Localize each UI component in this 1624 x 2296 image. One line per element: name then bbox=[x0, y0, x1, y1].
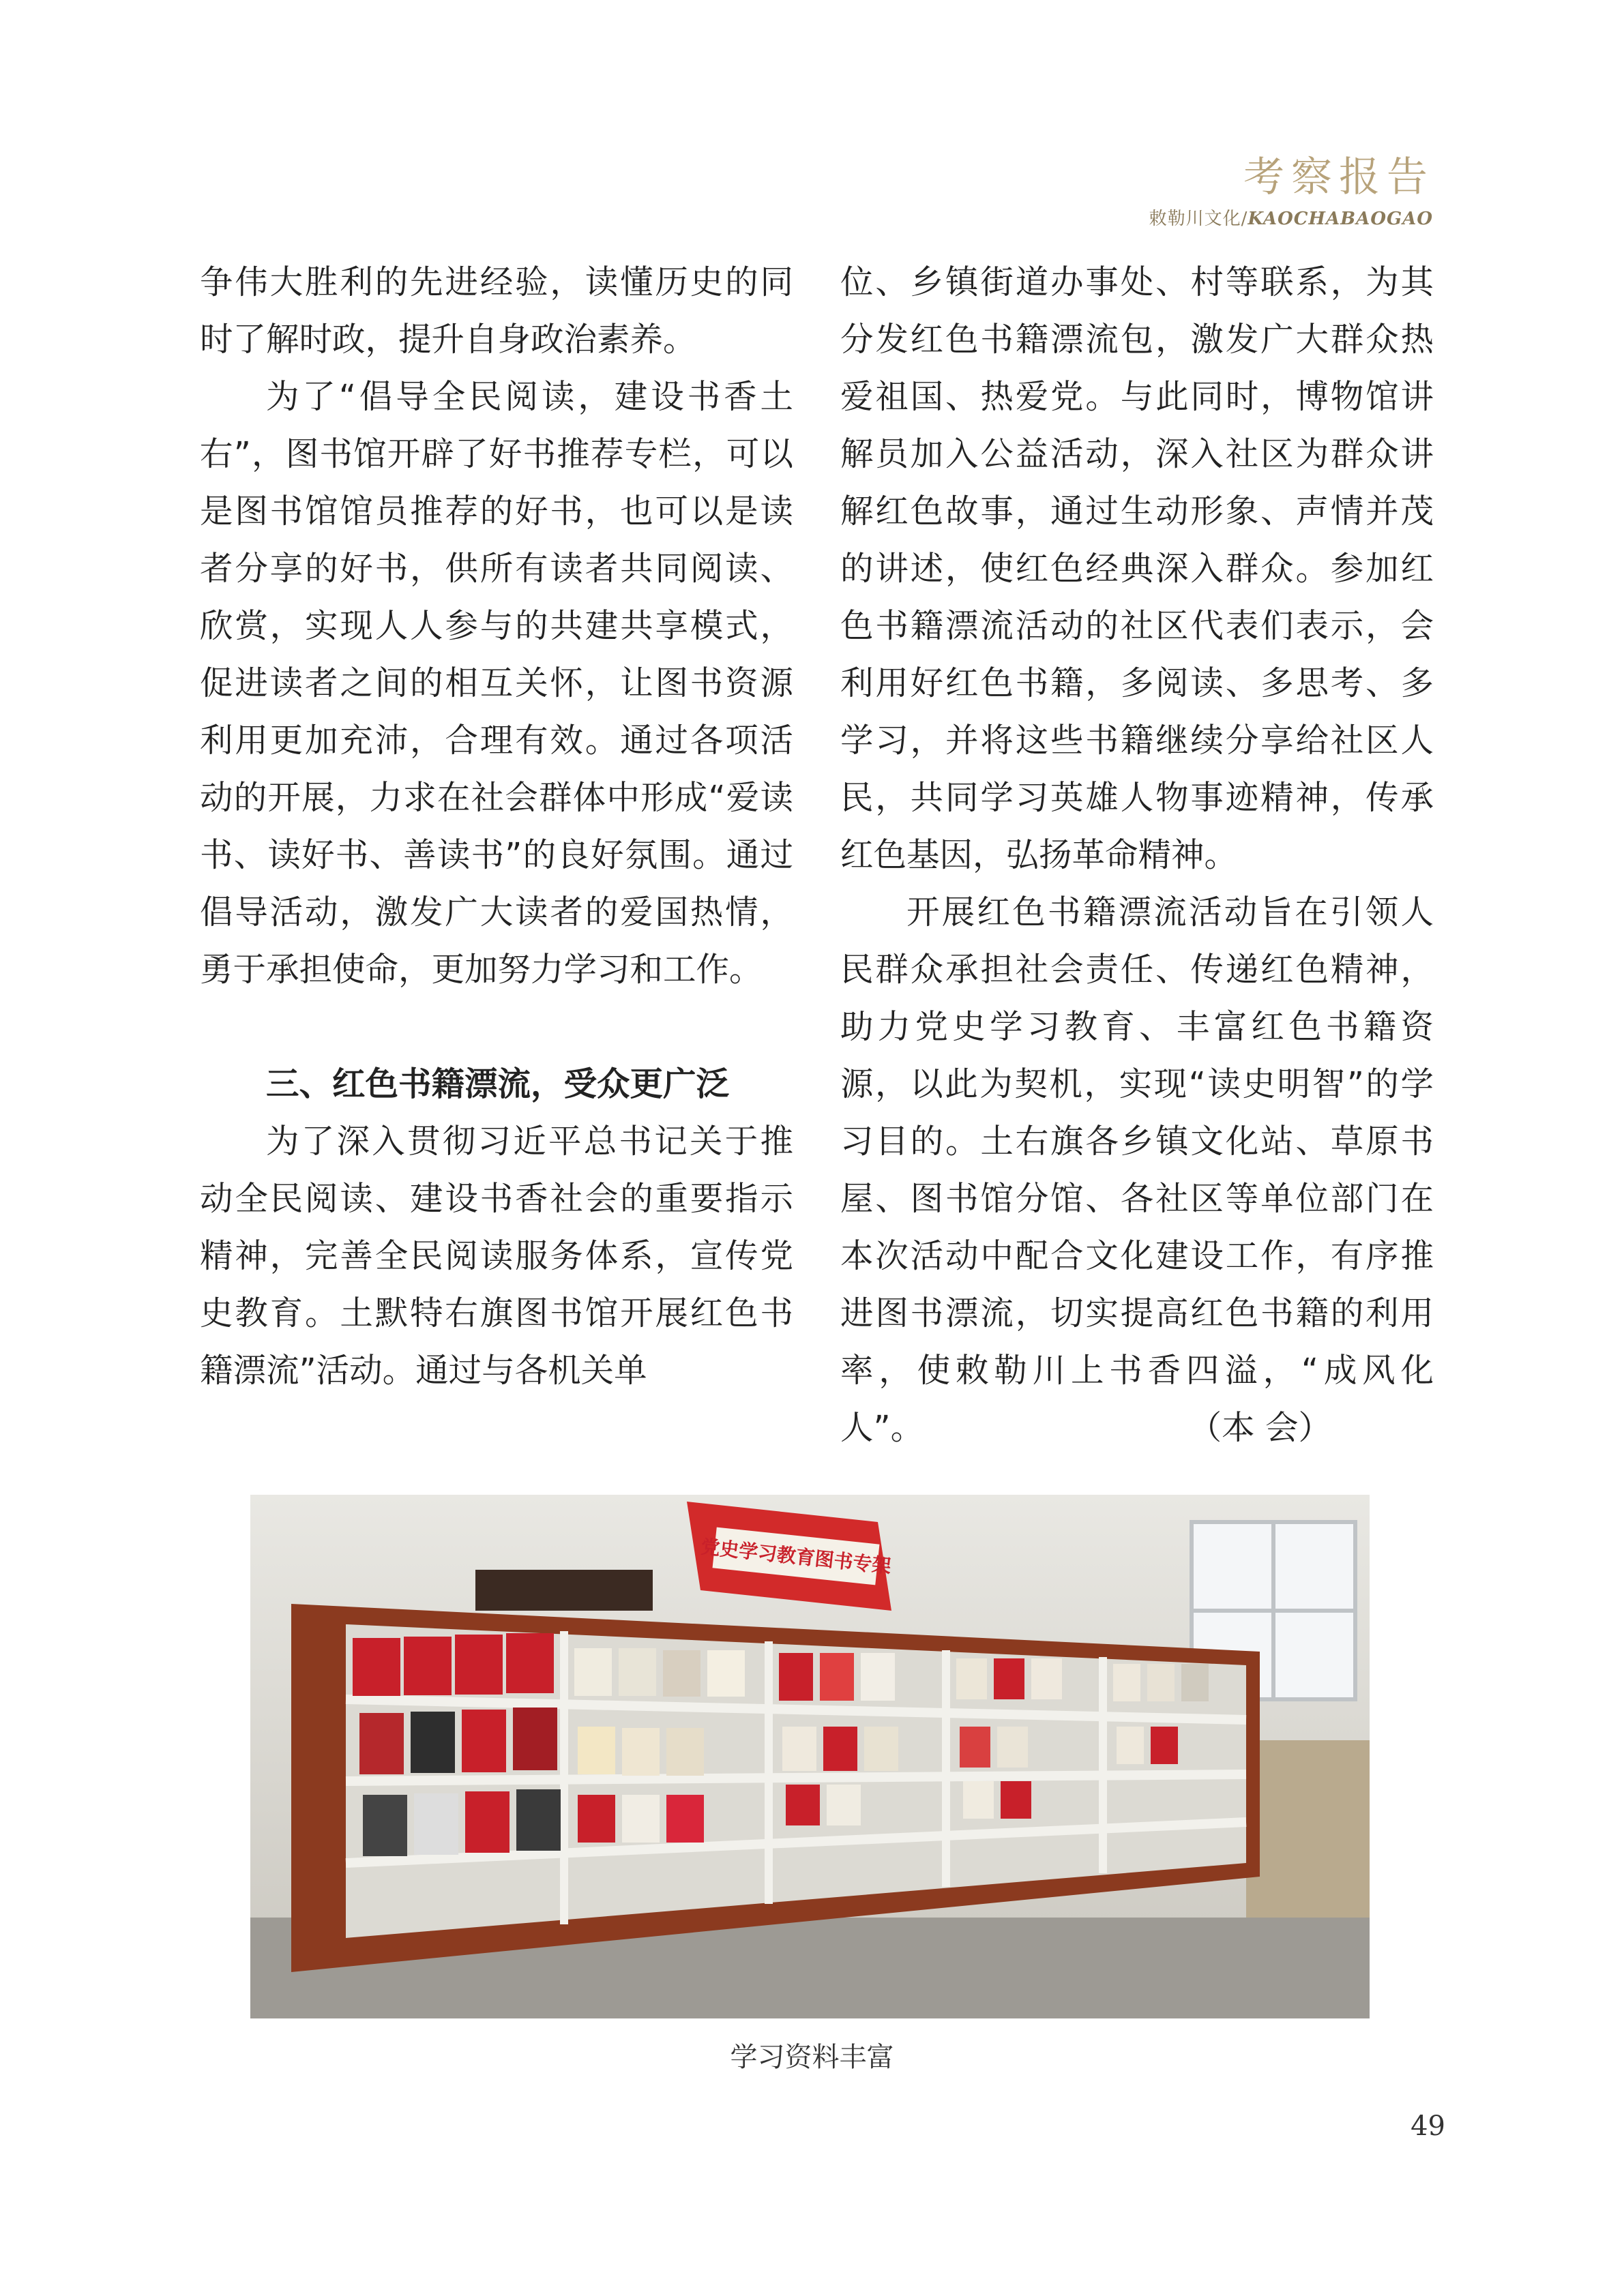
paragraph: 为了深入贯彻习近平总书记关于推动全民阅读、建设书香社会的重要指示精神，完善全民阅读服务体系，宣传党史教育。土默特右旗图书馆开展红色书籍漂流”活动。通过与各机关单 bbox=[200, 1122, 793, 1390]
sign-text: 党史学习教育图书专架 bbox=[699, 1535, 892, 1578]
subtitle-latin: KAOCHABAOGAO bbox=[1247, 209, 1433, 229]
section-subtitle bbox=[1149, 205, 1433, 230]
subtitle-cn: 敕勒川文化/ bbox=[1149, 209, 1248, 229]
bookshelf-illustration bbox=[250, 1495, 1370, 2018]
right-column bbox=[840, 254, 1434, 1457]
paragraph-text: 开展红色书籍漂流活动旨在引领人民群众承担社会责任、传递红色精神，助力党史学习教育、丰富红色书籍资源，以此为契机，实现“读史明智”的学习目的。土右旗各乡镇文化站、草原书屋、图书馆分馆、各社区等单位部门在本次活动中配合文化建设工作，有序推进图书漂流，切实提高红色书籍的利用率，使敕勒川上书香四溢，“成风化人”。 bbox=[840, 893, 1434, 1447]
author-credit: （本 会） bbox=[1188, 1409, 1331, 1447]
section-heading: 三、红色书籍漂流，受众更广泛 bbox=[266, 1065, 730, 1103]
paragraph bbox=[840, 884, 1434, 1457]
photo-caption: 学习资料丰富 bbox=[730, 2042, 894, 2073]
section-title: 考察报告 bbox=[1243, 153, 1434, 201]
page-number: 49 bbox=[1411, 2111, 1445, 2142]
left-column bbox=[200, 254, 793, 1399]
back-shelf bbox=[475, 1570, 653, 1611]
paragraph: 为了“倡导全民阅读，建设书香土右”，图书馆开辟了好书推荐专栏，可以是图书馆馆员推荐的好书，也可以是读者分享的好书，供所有读者共同阅读、欣赏，实现人人参与的共建共享模式，促进读者之间的相互关怀，让图书资源利用更加充沛，合理有效。通过各项活动的开展，力求在社会群体中形成“爱读书、读好书、善读书”的良好氛围。通过倡导活动，激发广大读者的爱国热情，勇于承担使命，更加努力学习和工作。 bbox=[200, 378, 793, 989]
bookshelf-photo bbox=[250, 1495, 1370, 2018]
paragraph: 位、乡镇街道办事处、村等联系，为其分发红色书籍漂流包，激发广大群众热爱祖国、热爱党。与此同时，博物馆讲解员加入公益活动，深入社区为群众讲解红色故事，通过生动形象、声情并茂的讲述，使红色经典深入群众。参加红色书籍漂流活动的社区代表们表示，会利用好红色书籍，多阅读、多思考、多学习，并将这些书籍继续分享给社区人民，共同学习英雄人物事迹精神，传承红色基因，弘扬革命精神。 bbox=[840, 263, 1434, 874]
paragraph: 争伟大胜利的先进经验，读懂历史的同时了解时政，提升自身政治素养。 bbox=[200, 263, 793, 359]
